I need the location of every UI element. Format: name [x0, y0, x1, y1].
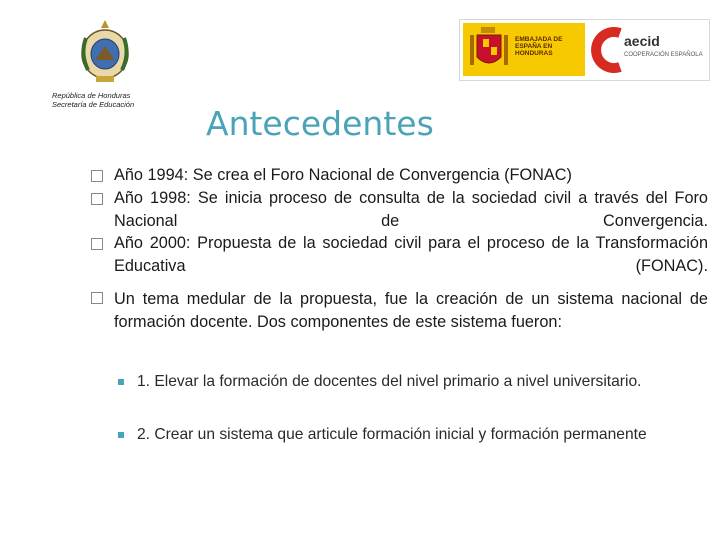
gov-line-1: República de Honduras	[52, 91, 131, 100]
aecid-logo	[590, 24, 708, 76]
aecid-logo-icon	[590, 27, 624, 73]
embassy-logo	[463, 23, 585, 76]
bullet-marker-icon	[91, 292, 103, 304]
gov-line-2: Secretaría de Educación	[52, 99, 135, 109]
aecid-subtitle: COOPERACIÓN ESPAÑOLA	[624, 52, 703, 58]
government-caption	[52, 92, 162, 109]
sub-bullet-marker-icon	[118, 379, 124, 385]
sub-bullet-item-1: 1. Elevar la formación de docentes del nivel primario a nivel universitario.	[137, 373, 642, 390]
spain-coat-of-arms-icon	[467, 25, 511, 75]
aecid-name: aecid	[624, 33, 660, 49]
bullet-item-2: Año 1998: Se inicia proceso de consulta de la sociedad civil a través del Foro Nacional de Convergencia.	[114, 189, 708, 230]
slide-title: Antecedentes	[206, 104, 434, 143]
honduras-coat-of-arms-icon	[76, 16, 134, 86]
sub-bullet-item-2: 2. Crear un sistema que articule formación inicial y formación permanente	[137, 426, 647, 443]
embassy-text: EMBAJADA DE ESPAÑA EN HONDURAS	[515, 36, 563, 58]
bullet-item-1: Año 1994: Se crea el Foro Nacional de Convergencia (FONAC)	[114, 166, 572, 184]
sub-bullet-marker-icon	[118, 432, 124, 438]
bullet-marker-icon	[91, 170, 103, 182]
bullet-item-3: Año 2000: Propuesta de la sociedad civil para el proceso de la Transformación Educativa (FONAC).	[114, 234, 708, 275]
bullet-item-4: Un tema medular de la propuesta, fue la creación de un sistema nacional de formación docente. Dos componentes de este sistema fueron:	[114, 290, 708, 331]
bullet-marker-icon	[91, 238, 103, 250]
partner-logos	[459, 19, 710, 81]
bullet-marker-icon	[91, 193, 103, 205]
